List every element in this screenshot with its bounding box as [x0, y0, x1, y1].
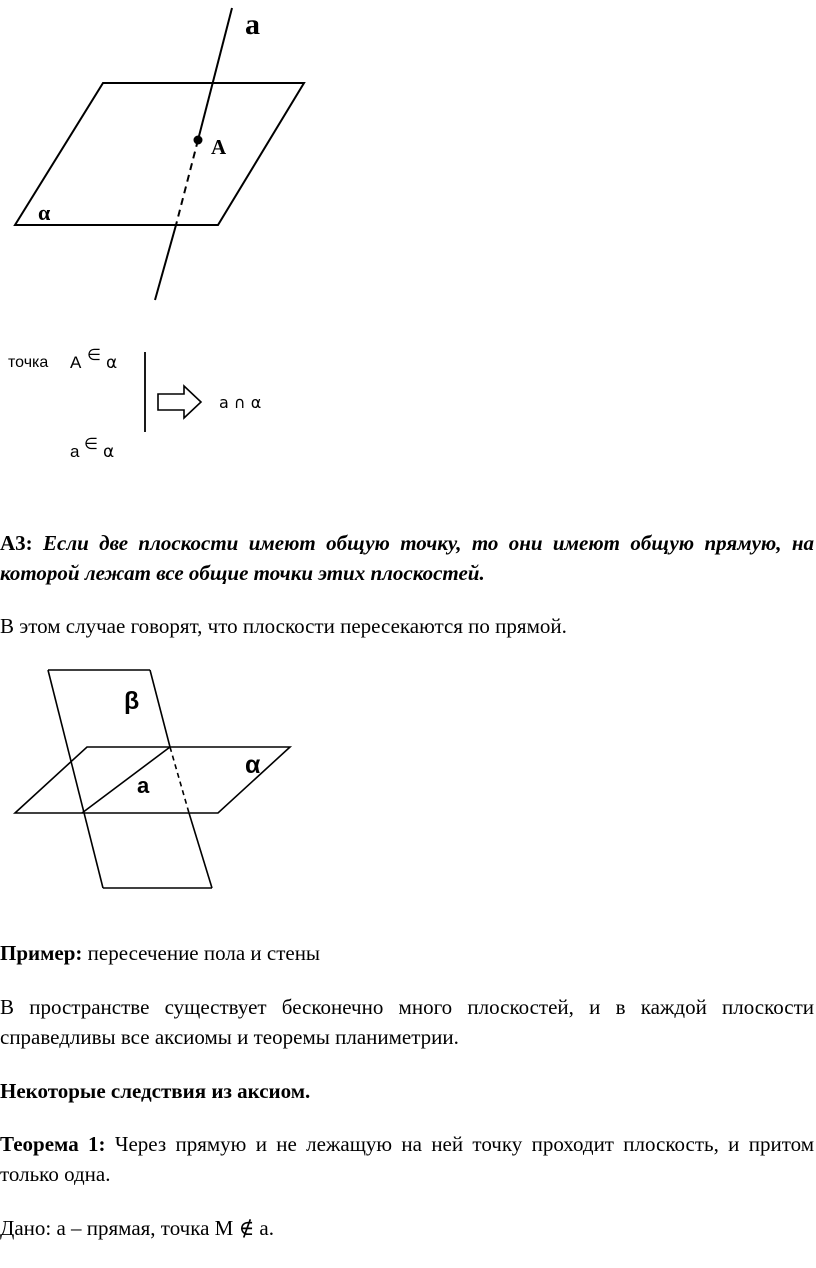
example-text: пересечение пола и стены [82, 941, 321, 965]
figure-implication-scheme [0, 340, 300, 470]
example-label: Пример: [0, 941, 83, 965]
point-a-dot [194, 136, 203, 145]
theorem1-paragraph [0, 1129, 814, 1189]
plane-beta-right-lower-edge [189, 813, 212, 888]
word-point: точка [8, 354, 49, 371]
space-paragraph: В пространстве существует бесконечно много плоскостей, и в каждой плоскости справедливы все аксиомы и теоремы планиметрии. [0, 995, 814, 1049]
plane-beta-label: β [124, 687, 140, 715]
plane-alpha-parallelogram [15, 83, 304, 225]
corollaries-heading [0, 1076, 814, 1106]
premise2-symbol: ∈ [84, 434, 98, 453]
figure-line-plane-intersection [0, 0, 340, 310]
intersection-line-a [82, 747, 170, 813]
plane-beta-right-hidden-edge [170, 747, 189, 813]
premise2-plane: α [103, 442, 115, 462]
conclusion-intersection: a ∩ α [219, 393, 262, 412]
figure-two-planes-intersecting [0, 655, 320, 895]
plane-beta-left-edge [48, 670, 103, 888]
theorem1-text: Через прямую и не лежащую на ней точку проходит плоскость, и притом только одна. [0, 1132, 814, 1186]
implication-arrow-icon [158, 386, 201, 418]
premise2-line: a [70, 442, 80, 461]
example-paragraph [0, 938, 814, 968]
premise1-symbol: ∈ [87, 345, 101, 364]
axiom-a3 [0, 528, 814, 588]
plane-beta-right-upper-edge [150, 670, 170, 747]
premise1-plane: α [106, 353, 118, 373]
theorem1-label: Теорема 1: [0, 1132, 106, 1156]
axiom-label: А3: [0, 531, 33, 555]
axiom-text: Если две плоскости имеют общую точку, то они имеют общую прямую, на которой лежат все общие точки этих плоскостей. [0, 531, 814, 585]
line-a-label: a [245, 8, 260, 41]
line-a-hidden-segment [176, 140, 198, 225]
line-a-lower-segment [155, 225, 176, 300]
point-a-label: A [211, 135, 227, 159]
premise1-point: A [70, 353, 82, 372]
plane-alpha-label: α [38, 200, 51, 225]
intersection-note: В этом случае говорят, что плоскости пересекаются по прямой. [0, 614, 567, 638]
corollaries-heading-text: Некоторые следствия из аксиом. [0, 1079, 311, 1103]
given-paragraph: Дано: а – прямая, точка М ∉ а. [0, 1216, 274, 1240]
plane-alpha-label: α [245, 751, 261, 779]
line-a-label: a [137, 773, 150, 798]
line-a-upper-segment [198, 8, 232, 140]
